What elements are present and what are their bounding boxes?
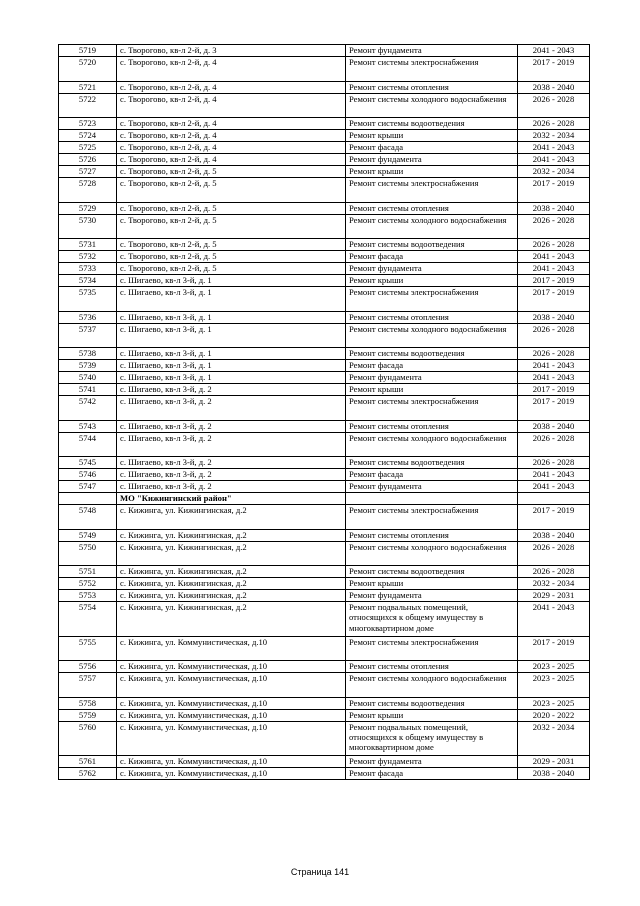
row-number: 5752 xyxy=(59,578,117,590)
period-cell: 2038 - 2040 xyxy=(518,529,590,541)
row-number: 5747 xyxy=(59,481,117,493)
work-type-cell: Ремонт системы электроснабжения xyxy=(346,57,518,82)
row-number: 5743 xyxy=(59,420,117,432)
row-number: 5757 xyxy=(59,673,117,698)
table-row xyxy=(59,709,590,721)
period-cell: 2041 - 2043 xyxy=(518,154,590,166)
section-title: МО "Кижингинский район" xyxy=(117,493,346,505)
row-number: 5730 xyxy=(59,214,117,239)
table-row xyxy=(59,481,590,493)
row-number: 5741 xyxy=(59,384,117,396)
table-row xyxy=(59,251,590,263)
page-number: Страница 141 xyxy=(290,867,350,877)
period-cell: 2026 - 2028 xyxy=(518,566,590,578)
address-cell: с. Кижинга, ул. Кижингинская, д.2 xyxy=(117,566,346,578)
period-cell: 2026 - 2028 xyxy=(518,239,590,251)
address-cell: с. Творогово, кв-л 2-й, д. 5 xyxy=(117,202,346,214)
row-number: 5737 xyxy=(59,323,117,348)
document-page xyxy=(58,44,589,780)
work-type-cell: Ремонт системы электроснабжения xyxy=(346,636,518,661)
address-cell: с. Кижинга, ул. Кижингинская, д.2 xyxy=(117,529,346,541)
address-cell: с. Творогово, кв-л 2-й, д. 5 xyxy=(117,251,346,263)
address-cell: с. Кижинга, ул. Кижингинская, д.2 xyxy=(117,602,346,637)
table-row xyxy=(59,420,590,432)
table-row xyxy=(59,214,590,239)
work-type-cell: Ремонт фасада xyxy=(346,142,518,154)
table-row xyxy=(59,360,590,372)
work-type-cell: Ремонт системы отопления xyxy=(346,81,518,93)
address-cell: с. Кижинга, ул. Кижингинская, д.2 xyxy=(117,541,346,566)
period-cell: 2041 - 2043 xyxy=(518,481,590,493)
period-cell: 2017 - 2019 xyxy=(518,287,590,312)
row-number: 5724 xyxy=(59,130,117,142)
table-row xyxy=(59,590,590,602)
section-years-cell xyxy=(518,493,590,505)
period-cell: 2026 - 2028 xyxy=(518,323,590,348)
table-row xyxy=(59,118,590,130)
table-row xyxy=(59,348,590,360)
address-cell: с. Шигаево, кв-л 3-й, д. 2 xyxy=(117,469,346,481)
work-type-cell: Ремонт фасада xyxy=(346,360,518,372)
address-cell: с. Кижинга, ул. Кижингинская, д.2 xyxy=(117,590,346,602)
period-cell: 2041 - 2043 xyxy=(518,372,590,384)
work-type-cell: Ремонт подвальных помещений, относящихся к общему имуществу в многоквартирном доме xyxy=(346,721,518,756)
period-cell: 2026 - 2028 xyxy=(518,214,590,239)
table-row xyxy=(59,45,590,57)
work-type-cell: Ремонт фундамента xyxy=(346,372,518,384)
address-cell: с. Творогово, кв-л 2-й, д. 4 xyxy=(117,93,346,118)
period-cell: 2029 - 2031 xyxy=(518,756,590,768)
address-cell: с. Кижинга, ул. Коммунистическая, д.10 xyxy=(117,721,346,756)
work-type-cell: Ремонт системы отопления xyxy=(346,202,518,214)
period-cell: 2023 - 2025 xyxy=(518,673,590,698)
work-type-cell: Ремонт крыши xyxy=(346,709,518,721)
period-cell: 2023 - 2025 xyxy=(518,697,590,709)
period-cell: 2026 - 2028 xyxy=(518,457,590,469)
row-number: 5720 xyxy=(59,57,117,82)
work-type-cell: Ремонт подвальных помещений, относящихся к общему имуществу в многоквартирном доме xyxy=(346,602,518,637)
period-cell: 2041 - 2043 xyxy=(518,45,590,57)
period-cell: 2023 - 2025 xyxy=(518,661,590,673)
period-cell: 2017 - 2019 xyxy=(518,57,590,82)
work-type-cell: Ремонт системы водоотведения xyxy=(346,348,518,360)
period-cell: 2026 - 2028 xyxy=(518,432,590,457)
table-row xyxy=(59,263,590,275)
address-cell: с. Творогово, кв-л 2-й, д. 4 xyxy=(117,81,346,93)
table-row xyxy=(59,166,590,178)
row-number: 5742 xyxy=(59,396,117,421)
address-cell: с. Творогово, кв-л 2-й, д. 4 xyxy=(117,118,346,130)
table-row xyxy=(59,311,590,323)
address-cell: с. Кижинга, ул. Коммунистическая, д.10 xyxy=(117,768,346,780)
address-cell: с. Кижинга, ул. Коммунистическая, д.10 xyxy=(117,673,346,698)
work-type-cell: Ремонт фундамента xyxy=(346,154,518,166)
table-row xyxy=(59,93,590,118)
address-cell: с. Шигаево, кв-л 3-й, д. 2 xyxy=(117,432,346,457)
period-cell: 2026 - 2028 xyxy=(518,93,590,118)
work-type-cell: Ремонт фундамента xyxy=(346,756,518,768)
table-row xyxy=(59,239,590,251)
work-type-cell: Ремонт фасада xyxy=(346,469,518,481)
table-row xyxy=(59,469,590,481)
work-type-cell: Ремонт системы водоотведения xyxy=(346,118,518,130)
period-cell: 2029 - 2031 xyxy=(518,590,590,602)
row-number: 5722 xyxy=(59,93,117,118)
address-cell: с. Шигаево, кв-л 3-й, д. 2 xyxy=(117,457,346,469)
work-type-cell: Ремонт системы холодного водоснабжения xyxy=(346,673,518,698)
work-type-cell: Ремонт крыши xyxy=(346,275,518,287)
period-cell: 2017 - 2019 xyxy=(518,636,590,661)
row-number: 5759 xyxy=(59,709,117,721)
work-type-cell: Ремонт системы электроснабжения xyxy=(346,287,518,312)
table-row xyxy=(59,142,590,154)
period-cell: 2038 - 2040 xyxy=(518,420,590,432)
work-type-cell: Ремонт системы электроснабжения xyxy=(346,505,518,530)
period-cell: 2032 - 2034 xyxy=(518,721,590,756)
period-cell: 2017 - 2019 xyxy=(518,505,590,530)
work-type-cell: Ремонт системы холодного водоснабжения xyxy=(346,214,518,239)
table-row xyxy=(59,154,590,166)
address-cell: с. Творогово, кв-л 2-й, д. 4 xyxy=(117,154,346,166)
work-type-cell: Ремонт системы холодного водоснабжения xyxy=(346,432,518,457)
table-row xyxy=(59,130,590,142)
row-number: 5756 xyxy=(59,661,117,673)
row-number: 5727 xyxy=(59,166,117,178)
address-cell: с. Кижинга, ул. Коммунистическая, д.10 xyxy=(117,697,346,709)
row-number: 5723 xyxy=(59,118,117,130)
work-type-cell: Ремонт системы холодного водоснабжения xyxy=(346,323,518,348)
table-row xyxy=(59,602,590,637)
row-number: 5748 xyxy=(59,505,117,530)
address-cell: с. Творогово, кв-л 2-й, д. 5 xyxy=(117,178,346,203)
period-cell: 2041 - 2043 xyxy=(518,263,590,275)
row-number: 5735 xyxy=(59,287,117,312)
row-number: 5746 xyxy=(59,469,117,481)
table-row xyxy=(59,323,590,348)
address-cell: с. Творогово, кв-л 2-й, д. 5 xyxy=(117,263,346,275)
period-cell: 2020 - 2022 xyxy=(518,709,590,721)
work-type-cell: Ремонт системы отопления xyxy=(346,311,518,323)
address-cell: с. Шигаево, кв-л 3-й, д. 1 xyxy=(117,311,346,323)
table-row xyxy=(59,287,590,312)
address-cell: с. Творогово, кв-л 2-й, д. 5 xyxy=(117,166,346,178)
table-row xyxy=(59,81,590,93)
work-type-cell: Ремонт фундамента xyxy=(346,45,518,57)
table-row xyxy=(59,432,590,457)
work-type-cell: Ремонт системы холодного водоснабжения xyxy=(346,93,518,118)
row-number: 5729 xyxy=(59,202,117,214)
row-number: 5755 xyxy=(59,636,117,661)
address-cell: с. Шигаево, кв-л 3-й, д. 1 xyxy=(117,372,346,384)
row-number: 5738 xyxy=(59,348,117,360)
period-cell: 2038 - 2040 xyxy=(518,202,590,214)
table-row xyxy=(59,566,590,578)
address-cell: с. Шигаево, кв-л 3-й, д. 1 xyxy=(117,323,346,348)
address-cell: с. Шигаево, кв-л 3-й, д. 1 xyxy=(117,287,346,312)
period-cell: 2026 - 2028 xyxy=(518,118,590,130)
work-type-cell: Ремонт системы водоотведения xyxy=(346,566,518,578)
work-type-cell: Ремонт системы отопления xyxy=(346,420,518,432)
period-cell: 2026 - 2028 xyxy=(518,541,590,566)
work-type-cell: Ремонт фасада xyxy=(346,251,518,263)
table-row xyxy=(59,57,590,82)
address-cell: с. Кижинга, ул. Коммунистическая, д.10 xyxy=(117,636,346,661)
table-row xyxy=(59,541,590,566)
address-cell: с. Шигаево, кв-л 3-й, д. 2 xyxy=(117,420,346,432)
address-cell: с. Кижинга, ул. Кижингинская, д.2 xyxy=(117,578,346,590)
row-number: 5749 xyxy=(59,529,117,541)
row-number: 5733 xyxy=(59,263,117,275)
work-type-cell: Ремонт крыши xyxy=(346,578,518,590)
address-cell: с. Кижинга, ул. Коммунистическая, д.10 xyxy=(117,709,346,721)
row-number: 5734 xyxy=(59,275,117,287)
section-header-row xyxy=(59,493,590,505)
table-row xyxy=(59,384,590,396)
work-type-cell: Ремонт системы водоотведения xyxy=(346,239,518,251)
period-cell: 2032 - 2034 xyxy=(518,166,590,178)
row-number: 5750 xyxy=(59,541,117,566)
table-row xyxy=(59,721,590,756)
row-number: 5726 xyxy=(59,154,117,166)
work-type-cell: Ремонт системы электроснабжения xyxy=(346,396,518,421)
work-type-cell: Ремонт фундамента xyxy=(346,590,518,602)
work-type-cell: Ремонт системы отопления xyxy=(346,661,518,673)
work-type-cell: Ремонт крыши xyxy=(346,130,518,142)
period-cell: 2041 - 2043 xyxy=(518,251,590,263)
period-cell: 2017 - 2019 xyxy=(518,275,590,287)
period-cell: 2041 - 2043 xyxy=(518,142,590,154)
table-row xyxy=(59,697,590,709)
row-number: 5721 xyxy=(59,81,117,93)
address-cell: с. Шигаево, кв-л 3-й, д. 1 xyxy=(117,360,346,372)
section-number-cell xyxy=(59,493,117,505)
period-cell: 2026 - 2028 xyxy=(518,348,590,360)
table-row xyxy=(59,578,590,590)
row-number: 5762 xyxy=(59,768,117,780)
period-cell: 2017 - 2019 xyxy=(518,384,590,396)
table-row xyxy=(59,275,590,287)
address-cell: с. Творогово, кв-л 2-й, д. 4 xyxy=(117,130,346,142)
row-number: 5754 xyxy=(59,602,117,637)
row-number: 5725 xyxy=(59,142,117,154)
period-cell: 2032 - 2034 xyxy=(518,130,590,142)
period-cell: 2038 - 2040 xyxy=(518,81,590,93)
work-type-cell: Ремонт фундамента xyxy=(346,481,518,493)
table-row xyxy=(59,768,590,780)
table-row xyxy=(59,529,590,541)
work-type-cell: Ремонт системы электроснабжения xyxy=(346,178,518,203)
row-number: 5758 xyxy=(59,697,117,709)
row-number: 5751 xyxy=(59,566,117,578)
section-work-cell xyxy=(346,493,518,505)
table-body xyxy=(59,45,590,780)
work-type-cell: Ремонт фасада xyxy=(346,768,518,780)
address-cell: с. Шигаево, кв-л 3-й, д. 1 xyxy=(117,275,346,287)
row-number: 5740 xyxy=(59,372,117,384)
table-row xyxy=(59,636,590,661)
table-row xyxy=(59,756,590,768)
period-cell: 2041 - 2043 xyxy=(518,360,590,372)
work-type-cell: Ремонт крыши xyxy=(346,384,518,396)
period-cell: 2017 - 2019 xyxy=(518,178,590,203)
row-number: 5761 xyxy=(59,756,117,768)
table-row xyxy=(59,457,590,469)
row-number: 5728 xyxy=(59,178,117,203)
table-row xyxy=(59,372,590,384)
row-number: 5739 xyxy=(59,360,117,372)
table-row xyxy=(59,178,590,203)
address-cell: с. Творогово, кв-л 2-й, д. 4 xyxy=(117,57,346,82)
period-cell: 2041 - 2043 xyxy=(518,469,590,481)
address-cell: с. Творогово, кв-л 2-й, д. 5 xyxy=(117,239,346,251)
table-row xyxy=(59,505,590,530)
period-cell: 2041 - 2043 xyxy=(518,602,590,637)
address-cell: с. Кижинга, ул. Кижингинская, д.2 xyxy=(117,505,346,530)
page-footer xyxy=(0,867,640,877)
address-cell: с. Творогово, кв-л 2-й, д. 5 xyxy=(117,214,346,239)
work-type-cell: Ремонт системы водоотведения xyxy=(346,457,518,469)
period-cell: 2038 - 2040 xyxy=(518,768,590,780)
row-number: 5753 xyxy=(59,590,117,602)
row-number: 5744 xyxy=(59,432,117,457)
address-cell: с. Шигаево, кв-л 3-й, д. 1 xyxy=(117,348,346,360)
table-row xyxy=(59,661,590,673)
table-row xyxy=(59,202,590,214)
work-type-cell: Ремонт системы водоотведения xyxy=(346,697,518,709)
address-cell: с. Кижинга, ул. Коммунистическая, д.10 xyxy=(117,661,346,673)
row-number: 5731 xyxy=(59,239,117,251)
row-number: 5719 xyxy=(59,45,117,57)
period-cell: 2038 - 2040 xyxy=(518,311,590,323)
table-row xyxy=(59,673,590,698)
work-type-cell: Ремонт крыши xyxy=(346,166,518,178)
period-cell: 2032 - 2034 xyxy=(518,578,590,590)
work-type-cell: Ремонт системы отопления xyxy=(346,529,518,541)
period-cell: 2017 - 2019 xyxy=(518,396,590,421)
address-cell: с. Шигаево, кв-л 3-й, д. 2 xyxy=(117,481,346,493)
address-cell: с. Творогово, кв-л 2-й, д. 3 xyxy=(117,45,346,57)
address-cell: с. Шигаево, кв-л 3-й, д. 2 xyxy=(117,384,346,396)
row-number: 5745 xyxy=(59,457,117,469)
row-number: 5732 xyxy=(59,251,117,263)
address-cell: с. Творогово, кв-л 2-й, д. 4 xyxy=(117,142,346,154)
address-cell: с. Кижинга, ул. Коммунистическая, д.10 xyxy=(117,756,346,768)
address-cell: с. Шигаево, кв-л 3-й, д. 2 xyxy=(117,396,346,421)
row-number: 5736 xyxy=(59,311,117,323)
row-number: 5760 xyxy=(59,721,117,756)
work-type-cell: Ремонт фундамента xyxy=(346,263,518,275)
capital-repair-table xyxy=(58,44,590,780)
table-row xyxy=(59,396,590,421)
work-type-cell: Ремонт системы холодного водоснабжения xyxy=(346,541,518,566)
